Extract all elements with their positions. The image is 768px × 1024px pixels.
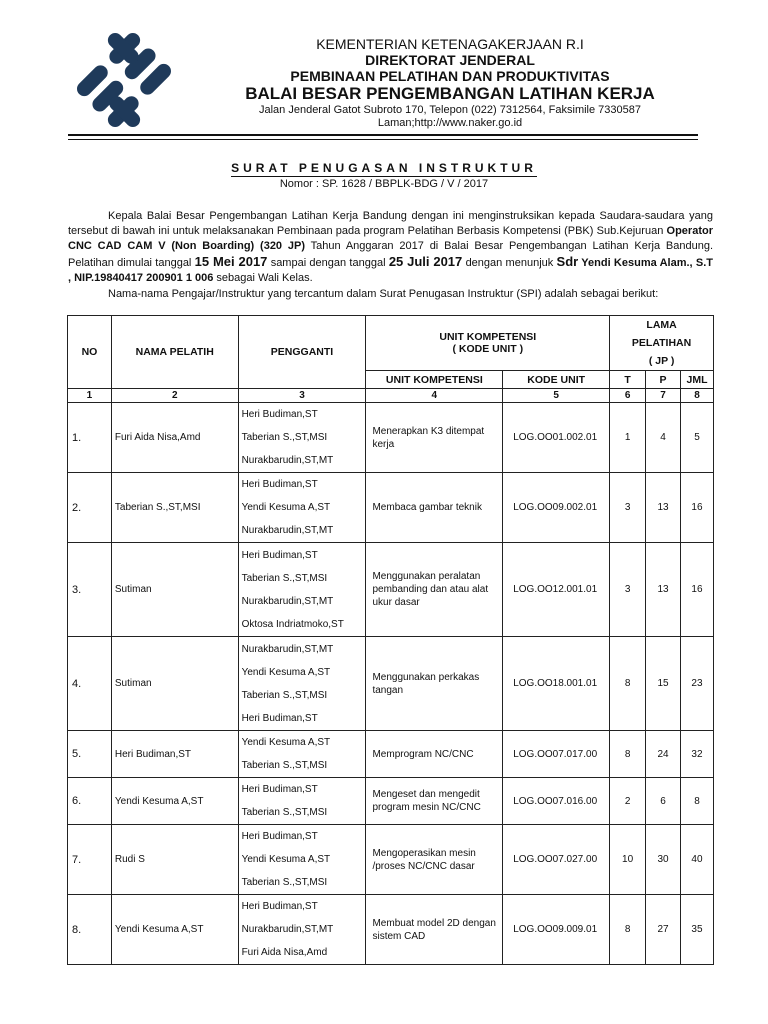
- hours-practice: 6: [646, 778, 681, 825]
- unit-code: LOG.OO09.009.01: [503, 895, 610, 965]
- substitute-name: Nurakbarudin,ST,MT: [241, 924, 334, 935]
- row-number: 1.: [68, 403, 112, 473]
- hours-theory: 10: [610, 825, 646, 895]
- unit-code: LOG.OO07.017.00: [503, 731, 610, 778]
- substitute-name: Yendi Kesuma A,ST: [241, 666, 331, 678]
- hours-total: 8: [680, 778, 713, 825]
- column-number-row: [68, 389, 714, 403]
- hours-practice: 15: [646, 637, 681, 731]
- substitute-name: Heri Budiman,ST: [241, 549, 318, 561]
- unit-code: LOG.OO07.027.00: [503, 825, 610, 895]
- substitute-list: [238, 543, 366, 637]
- column-number: 2: [111, 389, 238, 403]
- substitute-name: Nurakbarudin,ST,MT: [241, 643, 334, 655]
- row-number: 8.: [68, 895, 112, 965]
- intro-paragraph: Kepala Balai Besar Pengembangan Latihan Kerja Bandung dengan ini menginstruksikan kepada Saudara-saudara yang tersebut di bawah ini untuk melaksanakan Pembinaan pada program Pelatihan Berbasis Kompetensi (PBK) Sub.Kejuruan Operator CNC CAD CAM V (Non Boarding) (320 JP) Tahun Anggaran 2017 di Balai Besar Pengembangan Latihan Kerja Bandung. Pelatihan dimulai tanggal 15 Mei 2017 sampai dengan tanggal 25 Juli 2017 dengan menunjuk Sdr Yendi Kesuma Alam., S.T , NIP.19840417 200901 1 006 sebagai Wali Kelas.: [68, 210, 714, 284]
- unit-code: LOG.OO18.001.01: [503, 637, 610, 731]
- document-title: SURAT PENUGASAN INSTRUKTUR: [231, 161, 537, 175]
- substitute-name: Yendi Kesuma A,ST: [241, 854, 331, 865]
- substitute-list: [238, 778, 366, 825]
- hours-practice: 13: [646, 473, 681, 543]
- hours-total: 40: [680, 825, 713, 895]
- unit-code: LOG.OO01.002.01: [503, 403, 610, 473]
- website: Laman;http://www.naker.go.id: [377, 117, 523, 129]
- header-lama: LAMA PELATIHAN ( JP ): [610, 316, 714, 371]
- substitute-name: Furi Aida Nisa,Amd: [241, 947, 328, 958]
- directorate-name: DIREKTORAT JENDERAL: [365, 52, 535, 68]
- header-unit-group: UNIT KOMPETENSI ( KODE UNIT ): [366, 316, 610, 371]
- substitute-list: [238, 637, 366, 731]
- table-row: [68, 778, 714, 825]
- competency-unit: Membaca gambar teknik: [366, 473, 503, 543]
- row-number: 6.: [68, 778, 112, 825]
- substitute-name: Taberian S.,ST,MSI: [241, 807, 328, 818]
- hours-practice: 24: [646, 731, 681, 778]
- substitute-name: Nurakbarudin,ST,MT: [241, 595, 334, 607]
- hours-theory: 3: [610, 473, 646, 543]
- column-number: 7: [646, 389, 681, 403]
- row-number: 5.: [68, 731, 112, 778]
- hours-practice: 30: [646, 825, 681, 895]
- substitute-name: Yendi Kesuma A,ST: [241, 502, 331, 513]
- header-divider-thin: [68, 139, 698, 140]
- hours-total: 16: [680, 543, 713, 637]
- hours-theory: 8: [610, 731, 646, 778]
- competency-unit: Mengeset dan mengedit program mesin NC/CNC: [366, 778, 503, 825]
- substitute-name: Heri Budiman,ST: [241, 831, 318, 842]
- hours-practice: 27: [646, 895, 681, 965]
- table-row: [68, 637, 714, 731]
- document-number: Nomor : SP. 1628 / BBPLK-BDG / V / 2017: [279, 178, 489, 190]
- hours-total: 5: [680, 403, 713, 473]
- instructor-name: Yendi Kesuma A,ST: [111, 895, 238, 965]
- ministry-name: KEMENTERIAN KETENAGAKERJAAN R.I: [316, 36, 584, 52]
- competency-unit: Memprogram NC/CNC: [366, 731, 503, 778]
- column-number: 6: [610, 389, 646, 403]
- hours-theory: 2: [610, 778, 646, 825]
- hours-practice: 4: [646, 403, 681, 473]
- hours-practice: 13: [646, 543, 681, 637]
- column-number: 1: [68, 389, 112, 403]
- table-row: [68, 473, 714, 543]
- row-number: 7.: [68, 825, 112, 895]
- instructor-name: Sutiman: [111, 637, 238, 731]
- instructor-name: Rudi S: [111, 825, 238, 895]
- substitute-name: Heri Budiman,ST: [241, 784, 318, 795]
- header-p: P: [646, 371, 681, 389]
- substitute-name: Heri Budiman,ST: [241, 712, 318, 724]
- hours-total: 32: [680, 731, 713, 778]
- competency-unit: Mengoperasikan mesin /proses NC/CNC dasar: [366, 825, 503, 895]
- substitute-name: Nurakbarudin,ST,MT: [241, 525, 334, 536]
- unit-code: LOG.OO07.016.00: [503, 778, 610, 825]
- hours-total: 23: [680, 637, 713, 731]
- substitute-name: Nurakbarudin,ST,MT: [241, 455, 334, 466]
- substitute-list: [238, 895, 366, 965]
- list-intro: Nama-nama Pengajar/Instruktur yang tercantum dalam Surat Penugasan Instruktur (SPI) adalah sebagai berikut:: [108, 288, 659, 300]
- row-number: 4.: [68, 637, 112, 731]
- header-pengganti: PENGGANTI: [238, 316, 366, 389]
- instructor-name: Yendi Kesuma A,ST: [111, 778, 238, 825]
- header-t: T: [610, 371, 646, 389]
- unit-code: LOG.OO09.002.01: [503, 473, 610, 543]
- institution-name: BALAI BESAR PENGEMBANGAN LATIHAN KERJA: [245, 84, 655, 103]
- substitute-name: Taberian S.,ST,MSI: [241, 432, 328, 443]
- column-number: 8: [680, 389, 713, 403]
- substitute-list: [238, 473, 366, 543]
- competency-unit: Membuat model 2D dengan sistem CAD: [366, 895, 503, 965]
- header-kode: KODE UNIT: [503, 371, 610, 389]
- header-jml: JML: [680, 371, 713, 389]
- unit-code: LOG.OO12.001.01: [503, 543, 610, 637]
- table-row: [68, 895, 714, 965]
- division-name: PEMBINAAN PELATIHAN DAN PRODUKTIVITAS: [290, 68, 610, 84]
- competency-unit: Menggunakan peralatan pembanding dan atau alat ukur dasar: [366, 543, 503, 637]
- substitute-name: Yendi Kesuma A,ST: [241, 737, 331, 748]
- table-row: [68, 403, 714, 473]
- hours-theory: 3: [610, 543, 646, 637]
- substitute-name: Heri Budiman,ST: [241, 409, 318, 420]
- substitute-list: [238, 825, 366, 895]
- substitute-name: Taberian S.,ST,MSI: [241, 689, 328, 701]
- substitute-name: Heri Budiman,ST: [241, 901, 318, 912]
- header-no: NO: [68, 316, 112, 389]
- column-number: 4: [366, 389, 503, 403]
- column-number: 3: [238, 389, 366, 403]
- hours-theory: 1: [610, 403, 646, 473]
- table-row: [68, 731, 714, 778]
- instructor-name: Heri Budiman,ST: [111, 731, 238, 778]
- substitute-name: Taberian S.,ST,MSI: [241, 760, 328, 771]
- instructor-name: Sutiman: [111, 543, 238, 637]
- table-row: [68, 825, 714, 895]
- header-divider: [68, 134, 698, 136]
- hours-total: 16: [680, 473, 713, 543]
- substitute-name: Taberian S.,ST,MSI: [241, 877, 328, 888]
- substitute-list: [238, 403, 366, 473]
- row-number: 3.: [68, 543, 112, 637]
- substitute-list: [238, 731, 366, 778]
- header-unit: UNIT KOMPETENSI: [366, 371, 503, 389]
- row-number: 2.: [68, 473, 112, 543]
- header-nama: NAMA PELATIH: [111, 316, 238, 389]
- competency-unit: Menerapkan K3 ditempat kerja: [366, 403, 503, 473]
- substitute-name: Taberian S.,ST,MSI: [241, 572, 328, 584]
- instructor-name: Furi Aida Nisa,Amd: [111, 403, 238, 473]
- column-number: 5: [503, 389, 610, 403]
- hours-theory: 8: [610, 637, 646, 731]
- table-row: [68, 543, 714, 637]
- ministry-logo-icon: [72, 28, 176, 132]
- substitute-name: Heri Budiman,ST: [241, 479, 318, 490]
- hours-total: 35: [680, 895, 713, 965]
- hours-theory: 8: [610, 895, 646, 965]
- competency-unit: Menggunakan perkakas tangan: [366, 637, 503, 731]
- substitute-name: Oktosa Indriatmoko,ST: [241, 618, 344, 630]
- address: Jalan Jenderal Gatot Subroto 170, Telepon (022) 7312564, Faksimile 7330587: [258, 104, 641, 116]
- instructor-name: Taberian S.,ST,MSI: [111, 473, 238, 543]
- instructor-table: [67, 315, 714, 965]
